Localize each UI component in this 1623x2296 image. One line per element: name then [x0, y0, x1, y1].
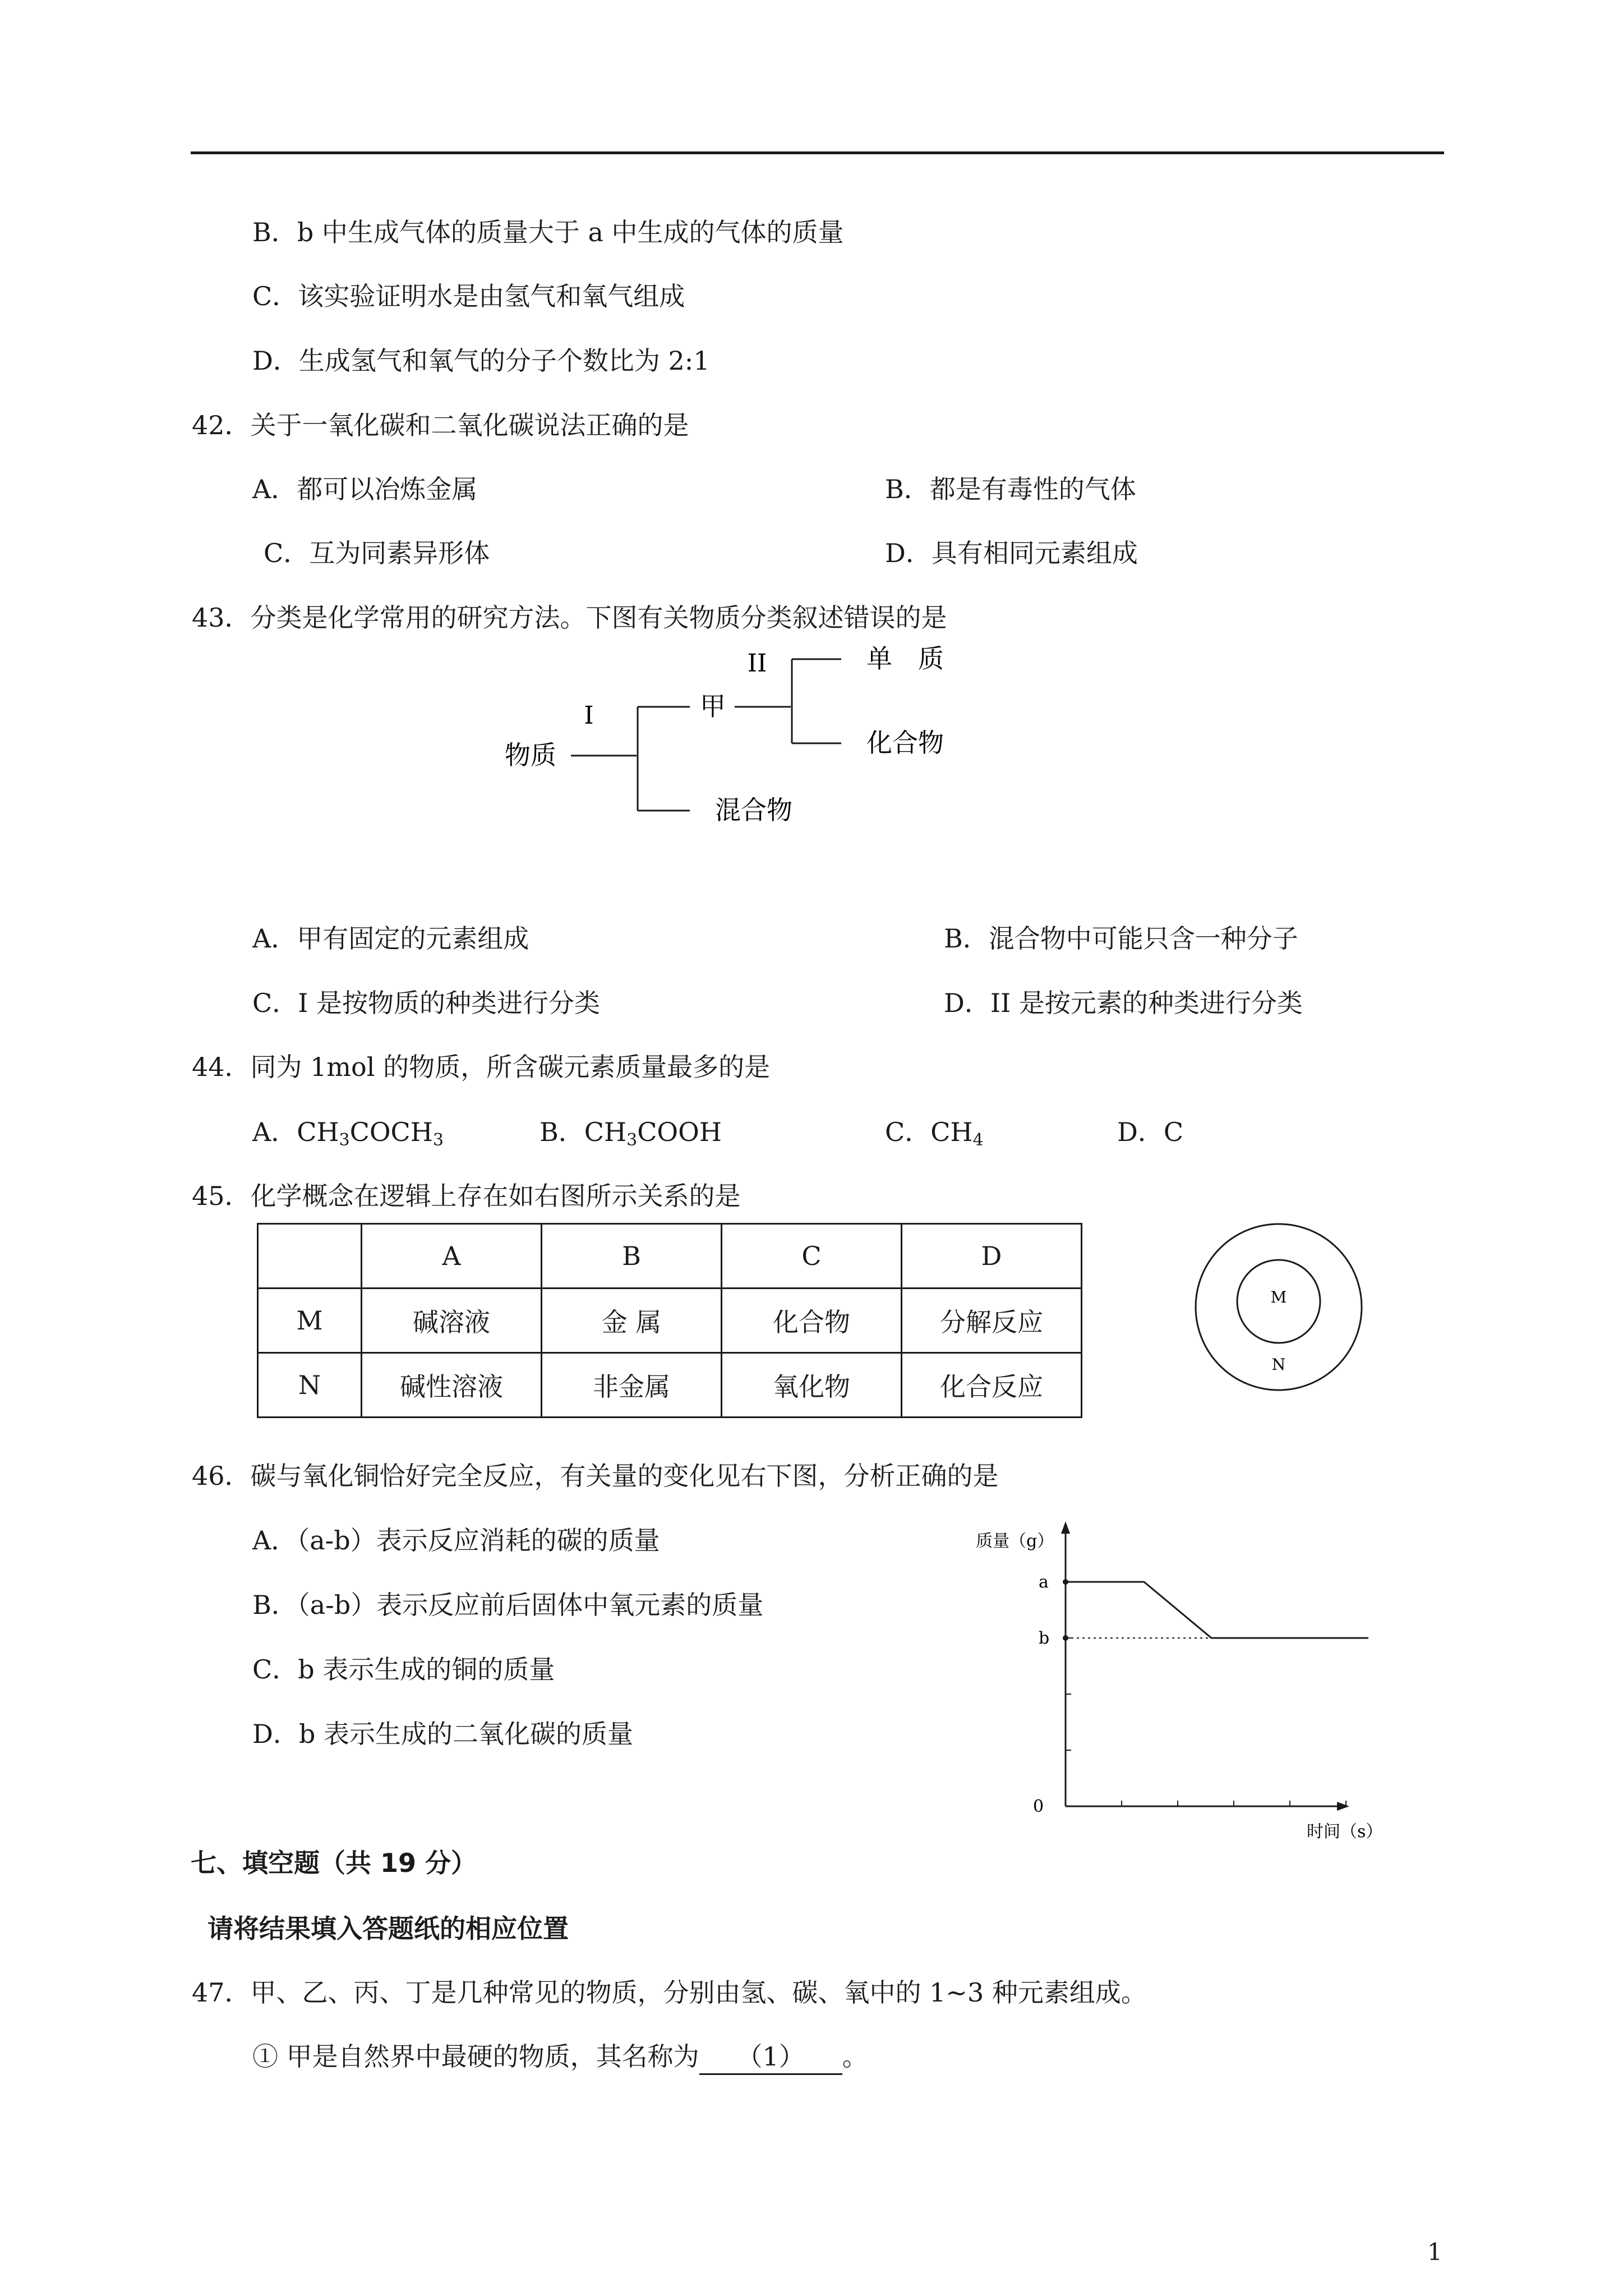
q45-table — [257, 1223, 1082, 1418]
q46-option-c: C．b 表示生成的铜的质量 — [252, 1654, 555, 1685]
q44-option-d: D．C — [1117, 1117, 1184, 1147]
q44-stem: 44．同为 1mol 的物质，所含碳元素质量最多的是 — [192, 1052, 771, 1082]
q42-option-a: A．都可以冶炼金属 — [252, 474, 478, 504]
table-cell: 氧化物 — [722, 1353, 902, 1418]
q46-stem: 46．碳与氧化铜恰好完全反应，有关量的变化见右下图，分析正确的是 — [192, 1461, 999, 1491]
q43-option-d: D．II 是按元素的种类进行分类 — [944, 988, 1303, 1018]
venn-diagram — [1189, 1217, 1368, 1397]
table-cell: 碱性溶液 — [362, 1353, 542, 1418]
section-7-title: 七、填空题（共 19 分） — [191, 1848, 477, 1878]
q42-option-b: B．都是有毒性的气体 — [885, 474, 1136, 504]
q43-stem: 43．分类是化学常用的研究方法。下图有关物质分类叙述错误的是 — [192, 602, 947, 633]
q42-stem: 42．关于一氧化碳和二氧化碳说法正确的是 — [192, 410, 689, 440]
chart-x-arrow — [1337, 1802, 1349, 1811]
diagram-danzhi: 单 质 — [866, 643, 944, 674]
diagram-label-ii: II — [747, 649, 767, 678]
chart-point — [1063, 1635, 1068, 1641]
q46-option-b: B．（a-b）表示反应前后固体中氧元素的质量 — [252, 1590, 764, 1620]
q44-option-b: B．$CH_3COOH$ — [540, 1117, 722, 1150]
table-cell: 化合反应 — [902, 1353, 1082, 1418]
table-header-cell: B — [542, 1224, 722, 1289]
q43-option-c: C．I 是按物质的种类进行分类 — [252, 988, 600, 1018]
table-header-cell — [258, 1224, 362, 1289]
table-cell: M — [258, 1289, 362, 1353]
chart-marks — [1039, 1572, 1368, 1648]
chart-series-line — [1066, 1582, 1368, 1638]
classification-diagram — [494, 639, 998, 853]
q46-option-a: A．（a-b）表示反应消耗的碳的质量 — [252, 1525, 660, 1556]
q47-stem: 47．甲、乙、丙、丁是几种常见的物质，分别由氢、碳、氧中的 1~3 种元素组成。 — [192, 1977, 1147, 2008]
chart-xlabel: 时间（s） — [1307, 1822, 1383, 1842]
venn-outer-label: N — [1271, 1355, 1286, 1374]
table-cell: 金 属 — [542, 1289, 722, 1353]
venn-inner-label: M — [1270, 1288, 1287, 1306]
table-header-cell: C — [722, 1224, 902, 1289]
q44-option-c: C．$CH_4$ — [885, 1117, 984, 1150]
table-header-cell: A — [362, 1224, 542, 1289]
chart-point — [1063, 1579, 1068, 1585]
diagram-hunhewu: 混合物 — [715, 795, 792, 825]
table-cell: 碱溶液 — [362, 1289, 542, 1353]
page-number: 1 — [1427, 2238, 1442, 2266]
chart-y-arrow — [1061, 1521, 1070, 1534]
q47-item-1: ① 甲是自然界中最硬的物质，其名称为 （1） 。 — [252, 2036, 868, 2075]
chart-origin-label: 0 — [1033, 1797, 1044, 1816]
q42-option-c: C．互为同素异形体 — [264, 538, 490, 568]
table-cell: 分解反应 — [902, 1289, 1082, 1353]
q46-option-d: D．b 表示生成的二氧化碳的质量 — [252, 1719, 633, 1749]
table-row — [258, 1353, 1082, 1418]
chart-ylabel: 质量（g） — [976, 1531, 1054, 1551]
q43-option-a: A．甲有固定的元素组成 — [252, 923, 529, 954]
table-cell: N — [258, 1353, 362, 1418]
diagram-root: 物质 — [505, 740, 556, 770]
y-tick-label: b — [1039, 1628, 1050, 1648]
answer-blank-1: （1） — [699, 2036, 842, 2075]
y-tick-label: a — [1039, 1572, 1049, 1592]
q42-option-d: D．具有相同元素组成 — [885, 538, 1138, 568]
diagram-huahewu: 化合物 — [866, 728, 944, 758]
header-rule — [191, 151, 1444, 154]
q41-option-d: D．生成氢气和氧气的分子个数比为 2:1 — [252, 346, 710, 376]
section-7-instruction: 请将结果填入答题纸的相应位置 — [208, 1913, 569, 1944]
q41-option-c: C．该实验证明水是由氢气和氧气组成 — [252, 281, 685, 311]
diagram-label-i: I — [584, 701, 594, 730]
q45-stem: 45．化学概念在逻辑上存在如右图所示关系的是 — [192, 1181, 741, 1211]
q41-option-b: B．b 中生成气体的质量大于 a 中生成的气体的质量 — [252, 217, 844, 247]
table-cell: 非金属 — [542, 1353, 722, 1418]
table-row — [258, 1289, 1082, 1353]
mass-time-chart — [976, 1515, 1402, 1851]
table-header-row — [258, 1224, 1082, 1289]
table-header-cell: D — [902, 1224, 1082, 1289]
diagram-jia: 甲 — [700, 691, 726, 721]
q44-option-a: A．$CH_3COCH_3$ — [252, 1117, 444, 1150]
table-cell: 化合物 — [722, 1289, 902, 1353]
q43-option-b: B．混合物中可能只含一种分子 — [944, 923, 1298, 954]
